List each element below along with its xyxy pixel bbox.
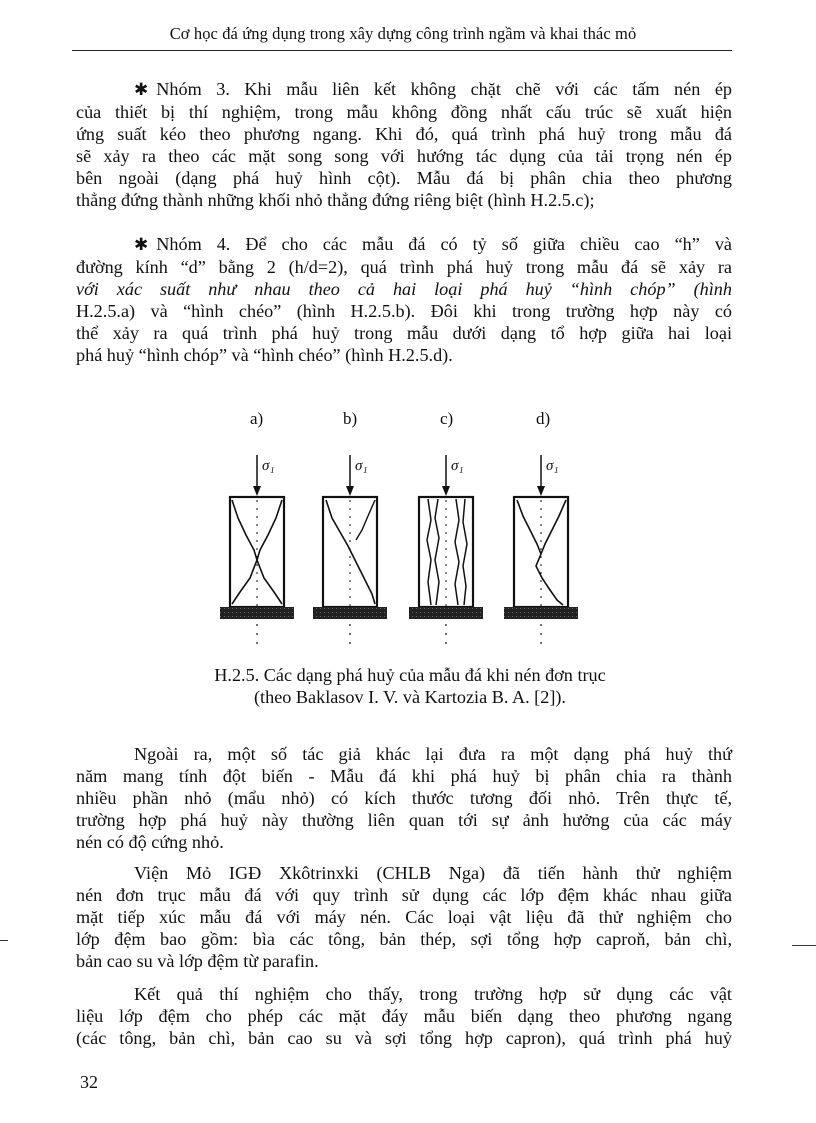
load-arrow-icon [253, 486, 261, 496]
page-number: 32 [80, 1072, 98, 1092]
paragraph-line: nén đơn trục mẫu đá với quy trình sử dụng các lớp đệm khác nhau giữa [76, 885, 732, 905]
figure-panel-d [504, 409, 578, 650]
loading-platen [313, 607, 387, 619]
panel-label: c) [440, 409, 454, 428]
paragraph-line: mặt tiếp xúc mẫu đá với máy nén. Các loại vật liệu đã thử nghiệm cho [76, 907, 732, 927]
sigma-label: σ₁ [451, 458, 464, 474]
paragraph-line: ✱ Nhóm 3. Khi mẫu liên kết không chặt chẽ với các tấm nén ép [134, 79, 732, 99]
load-arrow-icon [442, 486, 450, 496]
bullet-star-icon: ✱ [134, 235, 149, 254]
load-arrow-icon [346, 486, 354, 496]
paragraph-line: lớp đệm bao gồm: bìa các tông, bản thép, sợi tổng hợp caproň, bản chì, [76, 929, 732, 949]
paragraph-group-4 [76, 233, 732, 366]
paragraph-line: thể xảy ra quá trình phá huỷ trong mẫu dưới dạng tổ hợp giữa hai loại [76, 323, 732, 343]
figure-panel-a [220, 409, 294, 650]
paragraph-line: bản cao su và lớp đệm từ parafin. [76, 951, 319, 971]
paragraph-line: nén có độ cứng nhỏ. [76, 832, 224, 852]
paragraph-line: liệu lớp đệm cho phép các mặt đáy mẫu biến dạng theo phương ngang [76, 1006, 732, 1026]
paragraph-line: trường hợp phá huỷ này thường liên quan tới sự ảnh hưởng của các máy [76, 810, 732, 830]
rock-specimen [230, 497, 284, 607]
paragraph-line: ✱ Nhóm 4. Để cho các mẫu đá có tỷ số giữa chiều cao “h” và [134, 234, 732, 254]
paragraph-line: của thiết bị thí nghiệm, trong mẫu không đồng nhất cấu trúc sẽ xuất hiện [76, 102, 732, 122]
paragraph-line: sẽ xảy ra theo các mặt song song với hướng tác dụng của tải trọng nén ép [76, 146, 732, 166]
paragraph-result [76, 983, 732, 1049]
loading-platen [504, 607, 578, 619]
paragraph-group-3 [76, 78, 732, 211]
rock-failure-figure [180, 400, 600, 660]
scan-margin-mark [0, 940, 8, 941]
paragraph-institute [76, 862, 732, 972]
paragraph-line: thẳng đứng thành những khối nhỏ thẳng đứng riêng biệt (hình H.2.5.c); [76, 190, 595, 210]
sigma-label: σ₁ [546, 458, 559, 474]
sigma-label: σ₁ [355, 458, 368, 474]
bullet-star-icon: ✱ [134, 80, 149, 99]
header-rule [72, 50, 732, 51]
paragraph-line: Kết quả thí nghiệm cho thấy, trong trường hợp sử dụng các vật [134, 984, 732, 1004]
panel-label: b) [343, 409, 358, 428]
paragraph-line: nhiều phần nhỏ (mẩu nhỏ) có kích thước tương đối nhỏ. Trên thực tế, [76, 788, 732, 808]
paragraph-line-italic: với xác suất như nhau theo cả hai loại phá huỷ “hình chóp” (hình [76, 279, 732, 299]
paragraph-line: Ngoài ra, một số tác giả khác lại đưa ra một dạng phá huỷ thứ [134, 744, 732, 764]
paragraph-line: H.2.5.a) và “hình chéo” (hình H.2.5.b). Đôi khi trong trường hợp này có [76, 301, 732, 321]
sigma-label: σ₁ [262, 458, 275, 474]
paragraph-line: (các tông, bản chì, bản cao su và sợi tổng hợp capron), quá trình phá huỷ [76, 1028, 732, 1048]
panel-label: d) [536, 409, 551, 428]
paragraph-line: bên ngoài (dạng phá huỷ hình cột). Mẫu đá bị phân chia theo phương [76, 168, 732, 188]
caption-line: H.2.5. Các dạng phá huỷ của mẫu đá khi nén đơn trục [214, 665, 606, 685]
figure-caption [150, 664, 670, 708]
figure-panel-c [409, 409, 483, 650]
paragraph-line: phá huỷ “hình chóp” và “hình chéo” (hình H.2.5.d). [76, 345, 453, 365]
scan-margin-mark [792, 945, 816, 946]
loading-platen [409, 607, 483, 619]
paragraph-line: đường kính “d” bằng 2 (h/d=2), quá trình phá huỷ trong mẫu đá sẽ xảy ra [76, 257, 732, 277]
running-header-title: Cơ học đá ứng dụng trong xây dựng công trình ngầm và khai thác mỏ [169, 24, 637, 43]
paragraph-line: năm mang tính đột biến - Mẫu đá khi phá huỷ bị phân chia ra thành [76, 766, 732, 786]
figure-panel-b [313, 409, 387, 650]
paragraph-fifth-type [76, 743, 732, 853]
loading-platen [220, 607, 294, 619]
paragraph-line: ứng suất kéo theo phương ngang. Khi đó, quá trình phá huỷ trong mẫu đá [76, 124, 732, 144]
paragraph-line: Viện Mỏ IGĐ Xkôtrinxki (CHLB Nga) đã tiến hành thử nghiệm [134, 863, 732, 883]
panel-label: a) [250, 409, 264, 428]
caption-line: (theo Baklasov I. V. và Kartozia B. A. [2]). [254, 687, 566, 707]
load-arrow-icon [537, 486, 545, 496]
